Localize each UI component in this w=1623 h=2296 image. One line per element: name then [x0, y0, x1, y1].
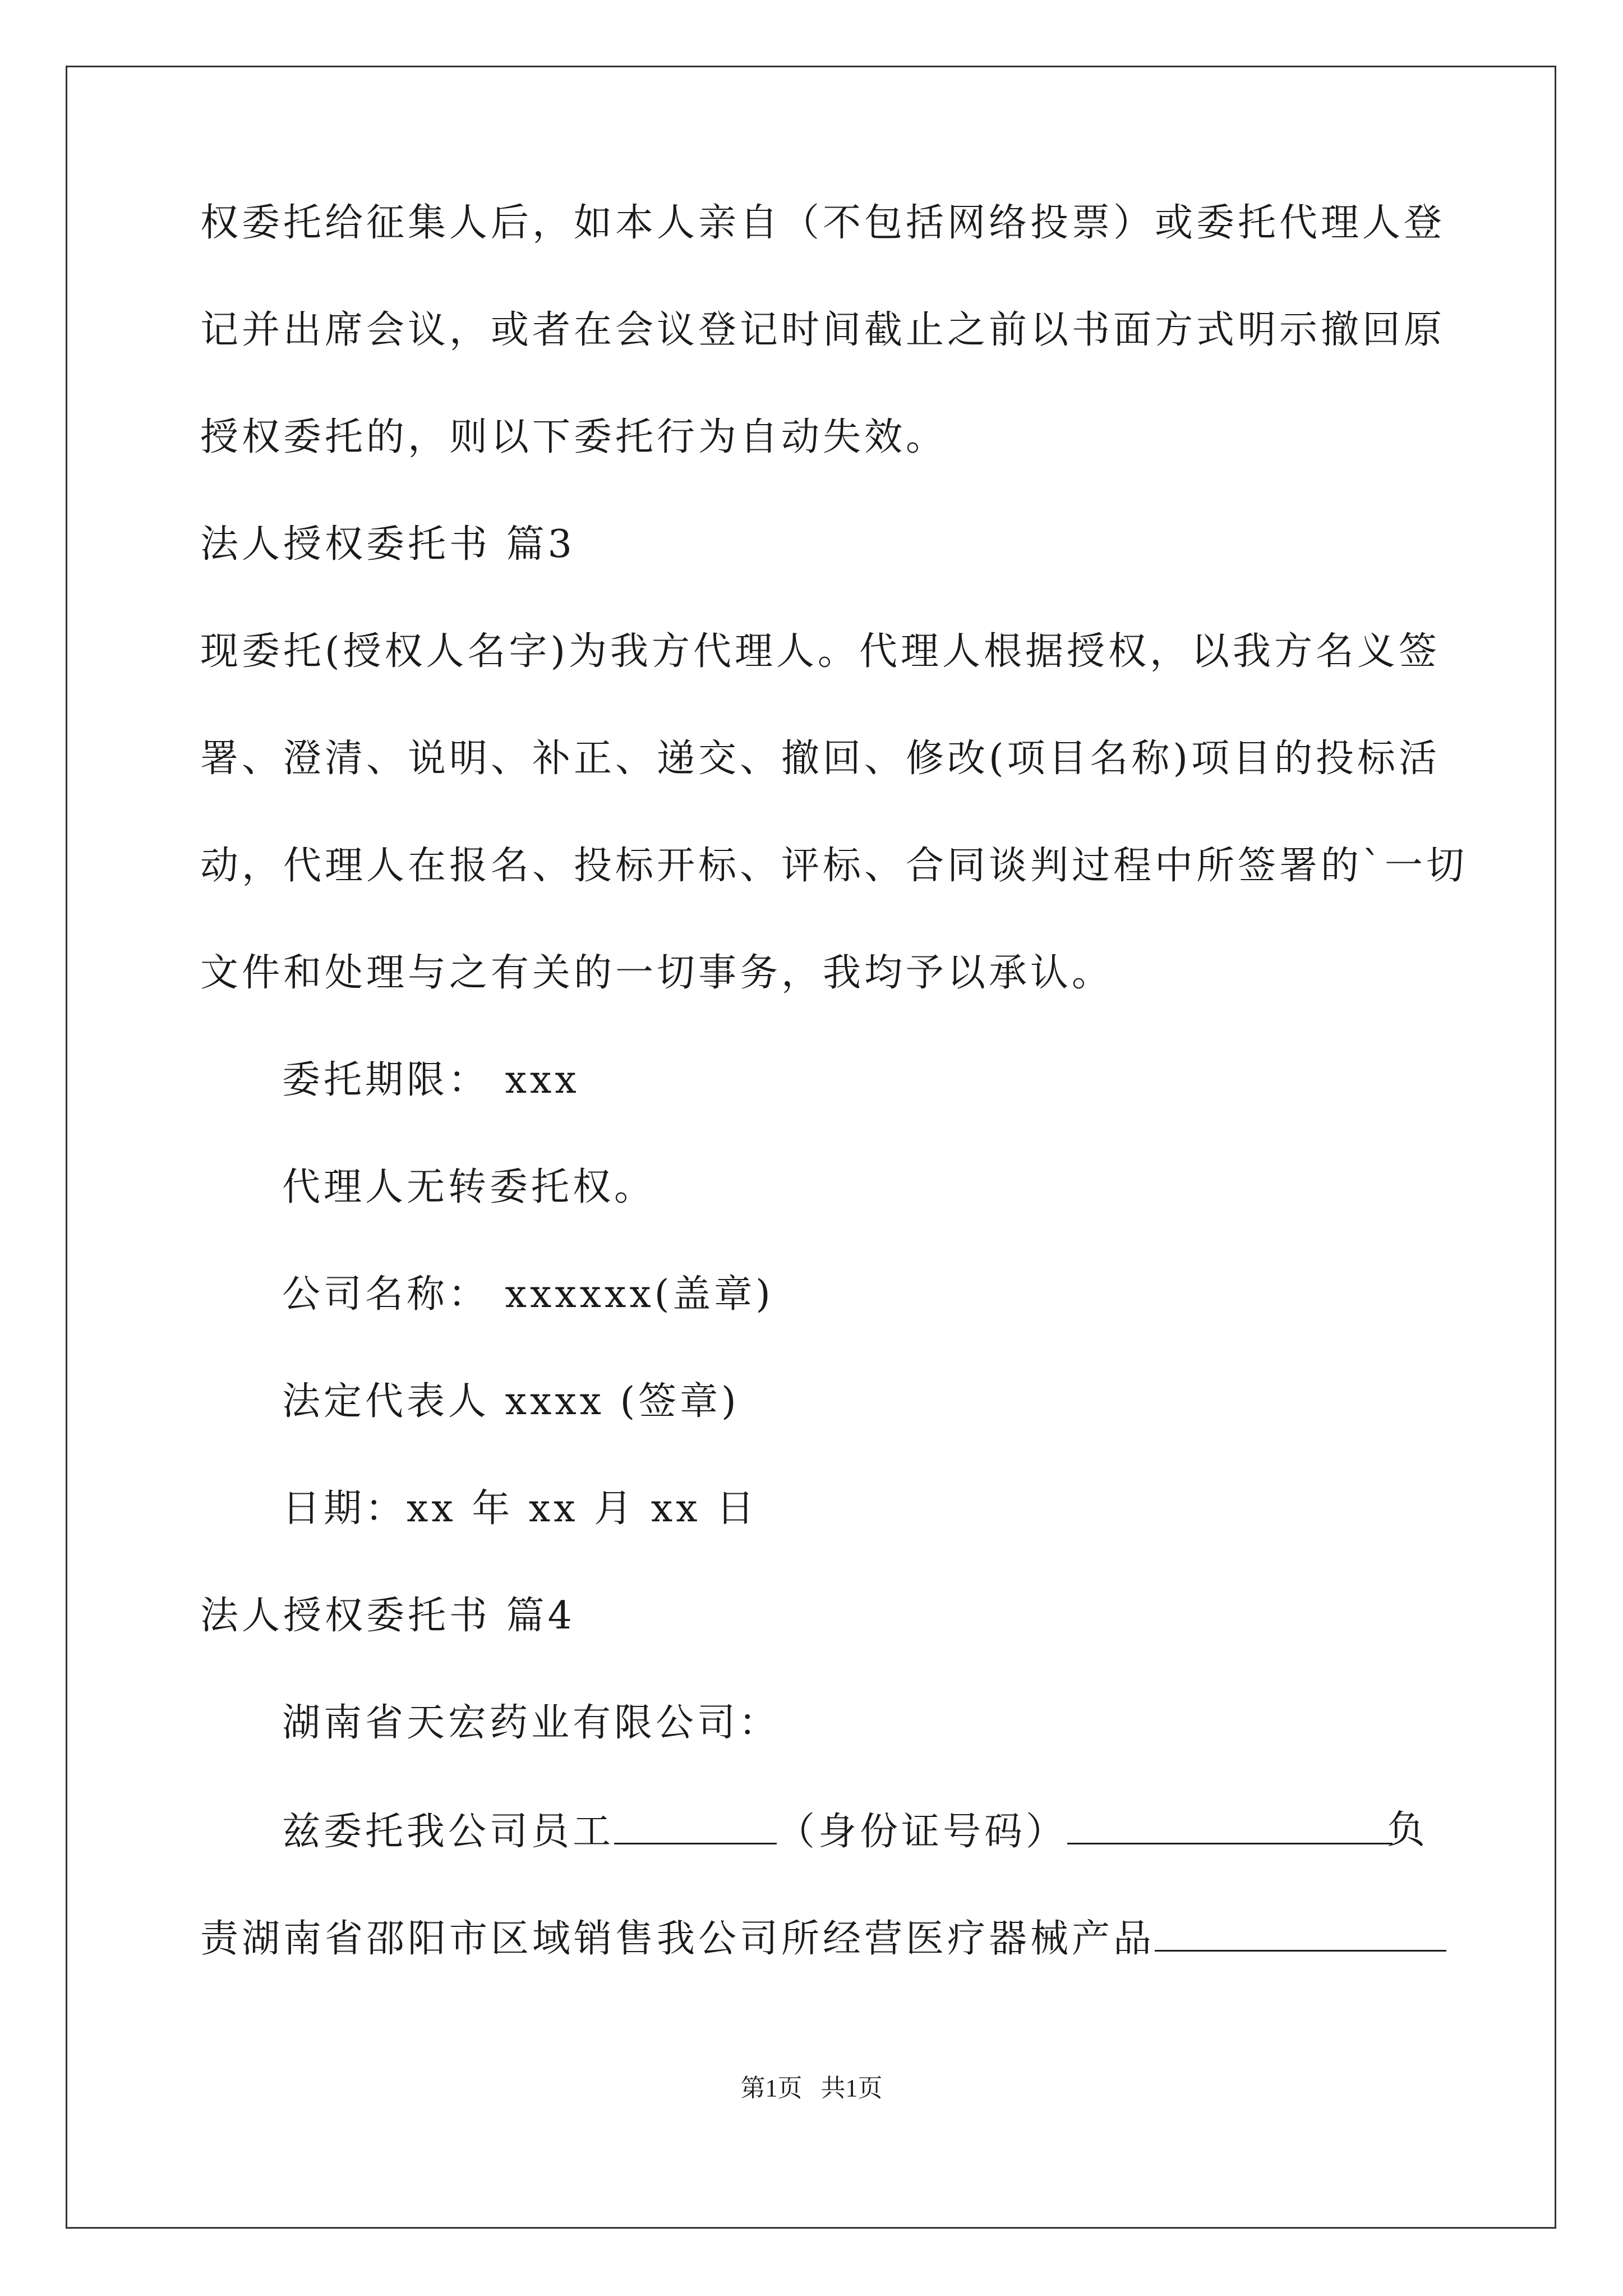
company-name: 公司名称： xxxxxx(盖章) — [282, 1272, 774, 1317]
paragraph-line: 文件和处理与之有关的一切事务，我均予以承认。 — [200, 951, 1114, 995]
page-footer: 第1页 共1页 — [740, 2074, 883, 2102]
paragraph-line: 权委托给征集人后，如本人亲自（不包括网络投票）或委托代理人登 — [200, 201, 1446, 245]
section-heading: 法人授权委托书 篇4 — [200, 1594, 575, 1638]
date-line: 日期：xx 年 xx 月 xx 日 — [282, 1487, 758, 1531]
id-number-blank — [1067, 1808, 1393, 1844]
addressee: 湖南省天宏药业有限公司： — [282, 1701, 781, 1745]
no-sub-delegation: 代理人无转委托权。 — [282, 1165, 656, 1209]
section-heading: 法人授权委托书 篇3 — [200, 522, 575, 567]
page-border — [66, 66, 1556, 2229]
product-blank — [1155, 1915, 1446, 1952]
region-line — [200, 1915, 1446, 1960]
legal-representative: 法定代表人 xxxx (签章) — [282, 1379, 740, 1424]
paragraph-line: 现委托(授权人名字)为我方代理人。代理人根据授权，以我方名义签 — [200, 629, 1441, 674]
paragraph-line: 授权委托的，则以下委托行为自动失效。 — [200, 415, 948, 459]
region-text: 责湖南省邵阳市区域销售我公司所经营医疗器械产品 — [200, 1917, 1155, 1961]
entrust-term: 委托期限： xxx — [282, 1058, 580, 1102]
entrust-line — [282, 1808, 1428, 1853]
entrust-text-1: 兹委托我公司员工 — [282, 1810, 615, 1854]
employee-name-blank — [614, 1808, 777, 1844]
paragraph-line: 署、澄清、说明、补正、递交、撤回、修改(项目名称)项目的投标活 — [200, 737, 1441, 781]
paragraph-line: 记并出席会议，或者在会议登记时间截止之前以书面方式明示撤回原 — [200, 308, 1446, 352]
entrust-text-2: （身份证号码） — [777, 1810, 1068, 1854]
entrust-text-3: 负 — [1386, 1808, 1428, 1852]
paragraph-line: 动，代理人在报名、投标开标、评标、合同谈判过程中所签署的`一切 — [200, 844, 1468, 888]
